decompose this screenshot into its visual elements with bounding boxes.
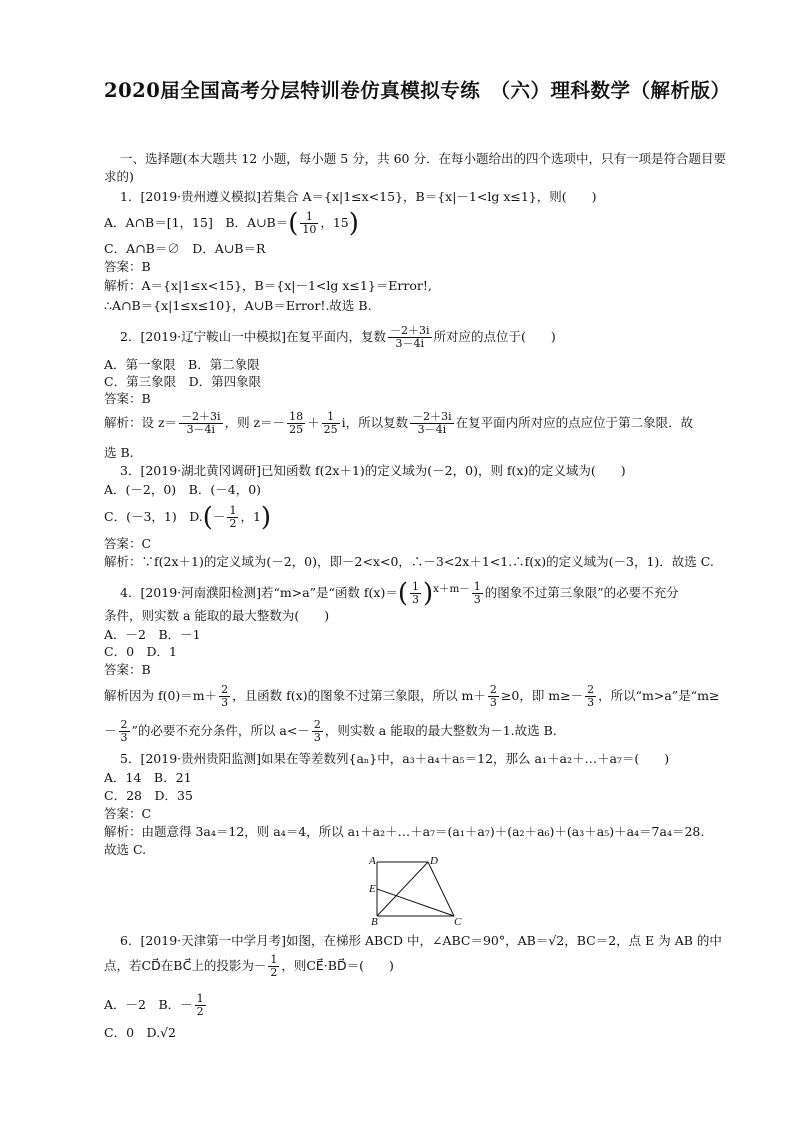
trapezoid-figure (360, 854, 470, 926)
q4-answer: 答案：B (104, 662, 151, 677)
q3-answer: 答案：C (104, 536, 152, 551)
label-c: C (454, 916, 462, 926)
q6-stem-2: 点，若CD⃗在BC⃗上的投影为－ $\frac{1}{2}$ ，则CE⃗·BD⃗＝( ) (104, 953, 394, 979)
q6-stem-1: 6．[2019·天津第一中学月考]如图，在梯形 ABCD 中，∠ABC＝90°，AB＝√2，BC＝2，点 E 为 AB 的中 (120, 933, 722, 948)
q1-options-cd: C．A∩B＝∅ D．A∪B＝R (104, 241, 266, 256)
q4-options-cd: C．0 D．1 (104, 644, 177, 659)
q3-stem: 3．[2019·湖北黄冈调研]已知函数 f(2x＋1)的定义域为(－2，0)，则 f(x)的定义域为( ) (120, 463, 626, 478)
q4-stem-2: 条件，则实数 a 能取的最大整数为( ) (104, 608, 330, 623)
q2-answer: 答案：B (104, 391, 151, 406)
q2-options-cd: C．第三象限 D．第四象限 (104, 374, 262, 389)
document-title: 2020届全国高考分层特训卷仿真模拟专练 （六）理科数学（解析版） (104, 79, 731, 102)
q5-explanation-1: 解析：由题意得 3a₄＝12，则 a₄＝4，所以 a₁＋a₂＋…＋a₇＝(a₁＋a₇)＋(a₂＋a₆)＋(a₃＋a₅)＋a₄＝7a₄＝28. (104, 824, 705, 839)
q5-explanation-2: 故选 C. (104, 842, 147, 857)
q3-options-cd: C．(－3，1) D.(－ $\frac{1}{2}$ ，1) (104, 502, 272, 533)
q1-options-ab: A．A∩B＝[1，15] B．A∪B＝( $\frac{1}{10}$ ，15) (104, 208, 359, 239)
q1-fraction: $\frac{1}{10}$ (302, 210, 317, 236)
q2-explanation-tail: 选 B. (104, 445, 134, 460)
q6-options-cd: C．0 D.√2 (104, 1025, 176, 1040)
q1-explanation-1: 解析：A＝{x|1≤x<15}，B＝{x|－1<lg x≤1}＝Error!, (104, 278, 432, 293)
label-d: D (430, 855, 438, 867)
label-e: E (369, 883, 376, 895)
label-a: A (369, 855, 376, 867)
q2-explanation: 解析：设 z＝ $\frac{-2+3i}{3-4i}$ ，则 z＝－ $\frac{18}{25}$ ＋ $\frac{1}{25}$ i，所以复数 $\frac{-2+3i}{3-4i}$ 在复平面内所对应的点应位于第二象限．故 (104, 410, 694, 436)
q2-fraction: $\frac{-2+3i}{3-4i}$ (390, 324, 430, 350)
q4-stem: 4．[2019·河南濮阳检测]若“m>a”是“函数 f(x)＝( $\frac{1}{3}$ )$^{x+m-}$ $\frac{1}{3}$ 的图象不过第三象限”的必要不充分 (120, 578, 679, 609)
q6-options-ab: A．－2 B．－ $\frac{1}{2}$ (104, 992, 204, 1018)
q4-explanation-1: 解析因为 f(0)＝m＋ $\frac{2}{3}$ ，且函数 f(x)的图象不过第三象限，所以 m＋ $\frac{2}{3}$ ≥0，即 m≥－ $\frac{2}{3}$ ，所以“m>a”是“m≥ (104, 683, 720, 709)
q3-options-ab: A．(－2，0) B．(－4，0) (104, 482, 262, 497)
section-header: 一、选择题(本大题共 12 小题，每小题 5 分，共 60 分．在每小题给出的四个选项中，只有一项是符合题目要求的) (104, 151, 726, 184)
q4-options-ab: A．－2 B．－1 (104, 627, 201, 642)
segment-bd (377, 862, 428, 916)
q3-explanation: 解析：∵f(2x＋1)的定义域为(－2，0)，即－2<x<0，∴－3<2x＋1<1.∴f(x)的定义域为(－3，1)．故选 C. (104, 554, 714, 569)
q2-options-ab: A．第一象限 B．第二象限 (104, 357, 260, 372)
q1-answer: 答案：B (104, 259, 151, 274)
q4-explanation-2: － $\frac{2}{3}$ ”的必要不充分条件，所以 a<－ $\frac{2}{3}$ ，则实数 a 能取的最大整数为－1.故选 B. (104, 718, 557, 744)
label-b: B (371, 916, 378, 926)
q5-answer: 答案：C (104, 806, 152, 821)
q5-options-cd: C．28 D．35 (104, 788, 193, 803)
q1-stem: 1．[2019·贵州遵义模拟]若集合 A＝{x|1≤x<15}，B＝{x|－1<lg x≤1}，则( ) (120, 189, 597, 204)
q2-stem: 2．[2019·辽宁鞍山一中模拟]在复平面内，复数 $\frac{-2+3i}{3-4i}$ 所对应的点位于( ) (120, 324, 556, 350)
q5-stem: 5．[2019·贵州贵阳监测]如果在等差数列{aₙ}中，a₃＋a₄＋a₅＝12，那么 a₁＋a₂＋…＋a₇＝( ) (120, 751, 670, 766)
q1-option-a-b: A．A∩B＝[1，15] B．A∪B＝ (104, 215, 289, 230)
q1-explanation-2: ∴A∩B＝{x|1≤x≤10}，A∪B＝Error!.故选 B. (104, 298, 372, 313)
q5-options-ab: A．14 B．21 (104, 770, 192, 785)
